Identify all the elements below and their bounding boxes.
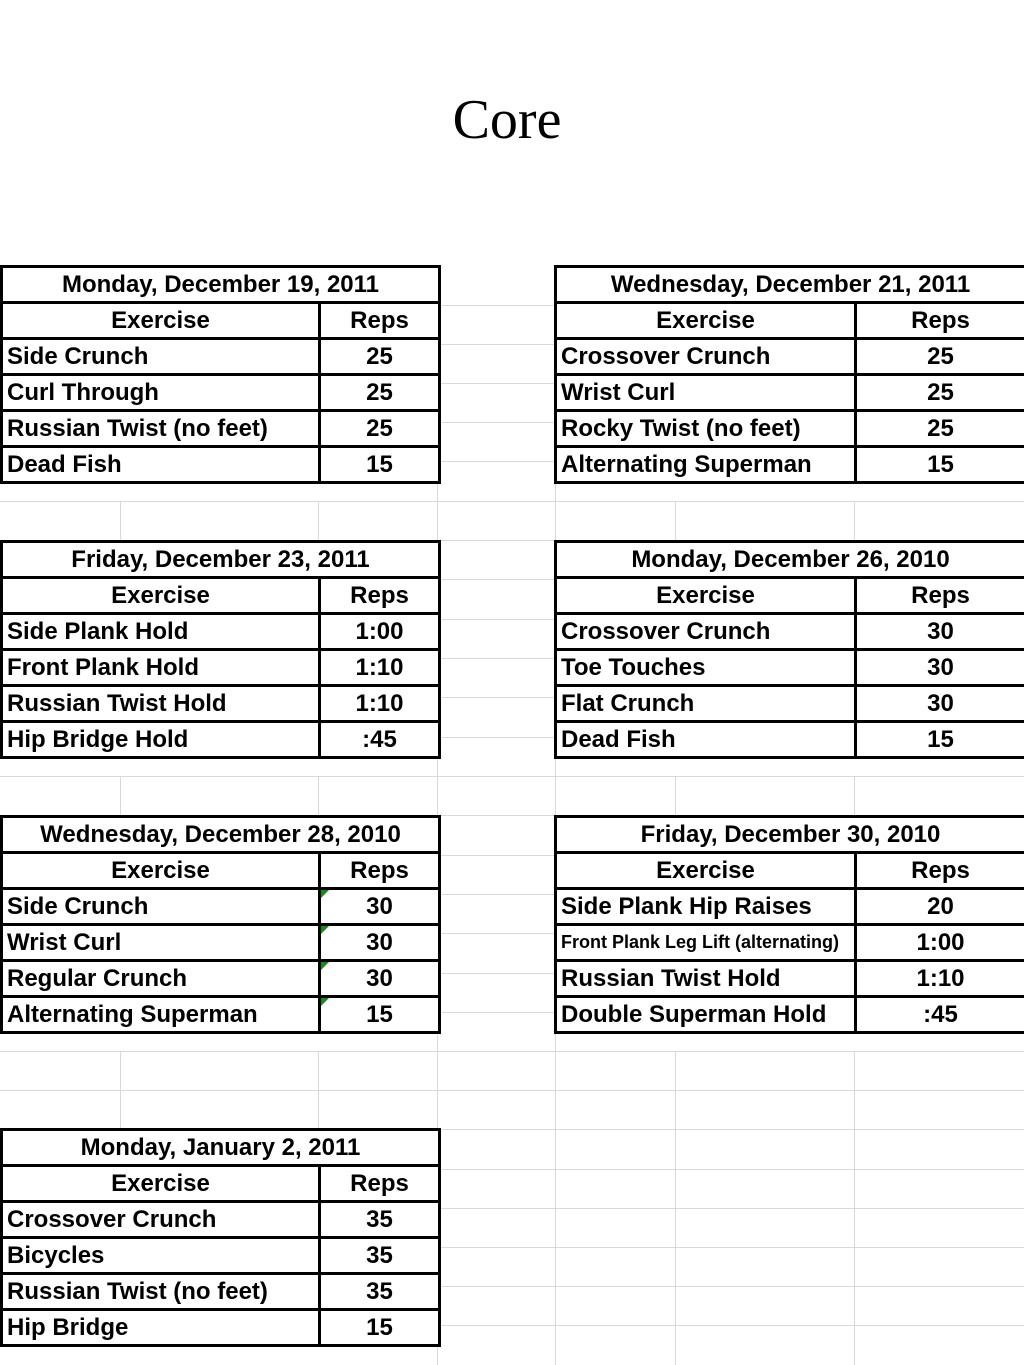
workout-table xyxy=(554,265,1024,484)
exercise-cell: Hip Bridge Hold xyxy=(2,722,320,758)
reps-cell: :45 xyxy=(320,722,440,758)
exercise-cell: Bicycles xyxy=(2,1238,320,1274)
exercise-cell: Dead Fish xyxy=(2,447,320,483)
exercise-cell: Dead Fish xyxy=(556,722,856,758)
workout-date: Monday, December 26, 2010 xyxy=(556,542,1024,578)
exercise-cell: Russian Twist (no feet) xyxy=(2,411,320,447)
exercise-cell: Hip Bridge xyxy=(2,1310,320,1346)
table-row xyxy=(2,1238,440,1274)
exercise-cell: Crossover Crunch xyxy=(556,339,856,375)
exercise-cell: Regular Crunch xyxy=(2,961,320,997)
exercise-cell: Front Plank Leg Lift (alternating) xyxy=(556,925,856,961)
reps-column-header: Reps xyxy=(320,303,440,339)
exercise-cell: Side Plank Hold xyxy=(2,614,320,650)
table-row xyxy=(2,650,440,686)
table-row xyxy=(556,650,1024,686)
reps-column-header: Reps xyxy=(856,853,1024,889)
reps-cell: 35 xyxy=(320,1238,440,1274)
workout-table xyxy=(0,265,441,484)
table-row xyxy=(556,722,1024,758)
table-row xyxy=(556,411,1024,447)
exercise-cell: Rocky Twist (no feet) xyxy=(556,411,856,447)
reps-cell: 15 xyxy=(320,1310,440,1346)
reps-cell: 30 xyxy=(856,650,1024,686)
exercise-cell: Russian Twist Hold xyxy=(556,961,856,997)
exercise-cell: Curl Through xyxy=(2,375,320,411)
exercise-cell: Flat Crunch xyxy=(556,686,856,722)
workout-date: Wednesday, December 21, 2011 xyxy=(556,267,1024,303)
table-row xyxy=(556,686,1024,722)
table-row xyxy=(2,411,440,447)
workout-date: Friday, December 23, 2011 xyxy=(2,542,440,578)
exercise-cell: Side Crunch xyxy=(2,339,320,375)
table-row xyxy=(2,997,440,1033)
reps-cell: 35 xyxy=(320,1274,440,1310)
exercise-column-header: Exercise xyxy=(2,578,320,614)
exercise-cell: Crossover Crunch xyxy=(556,614,856,650)
reps-cell: 1:00 xyxy=(320,614,440,650)
page-title: Core xyxy=(452,89,562,151)
reps-cell: 15 xyxy=(320,447,440,483)
reps-cell: 1:00 xyxy=(856,925,1024,961)
table-row xyxy=(556,375,1024,411)
table-row xyxy=(556,961,1024,997)
workout-date: Monday, January 2, 2011 xyxy=(2,1130,440,1166)
table-row xyxy=(2,722,440,758)
workout-table xyxy=(0,1128,441,1347)
table-row xyxy=(556,339,1024,375)
reps-cell: 15 xyxy=(856,722,1024,758)
reps-cell: 30 xyxy=(856,614,1024,650)
workout-date: Wednesday, December 28, 2010 xyxy=(2,817,440,853)
reps-cell: 25 xyxy=(856,411,1024,447)
table-row xyxy=(2,925,440,961)
reps-column-header: Reps xyxy=(856,303,1024,339)
exercise-cell: Alternating Superman xyxy=(556,447,856,483)
table-row xyxy=(2,889,440,925)
workout-table xyxy=(0,540,441,759)
reps-column-header: Reps xyxy=(856,578,1024,614)
workout-table xyxy=(0,815,441,1034)
table-row xyxy=(2,339,440,375)
exercise-cell: Wrist Curl xyxy=(2,925,320,961)
table-row xyxy=(2,686,440,722)
exercise-column-header: Exercise xyxy=(2,303,320,339)
reps-cell: 35 xyxy=(320,1202,440,1238)
reps-cell: 1:10 xyxy=(856,961,1024,997)
workout-date: Friday, December 30, 2010 xyxy=(556,817,1024,853)
exercise-cell: Front Plank Hold xyxy=(2,650,320,686)
table-row xyxy=(556,925,1024,961)
exercise-cell: Toe Touches xyxy=(556,650,856,686)
table-row xyxy=(556,447,1024,483)
reps-cell: 25 xyxy=(320,411,440,447)
table-row xyxy=(556,889,1024,925)
table-row xyxy=(2,1310,440,1346)
exercise-cell: Side Crunch xyxy=(2,889,320,925)
table-row xyxy=(556,997,1024,1033)
reps-cell: 30 xyxy=(320,925,440,961)
table-row xyxy=(2,961,440,997)
reps-column-header: Reps xyxy=(320,853,440,889)
exercise-column-header: Exercise xyxy=(2,1166,320,1202)
reps-cell: 30 xyxy=(856,686,1024,722)
reps-cell: 15 xyxy=(856,447,1024,483)
exercise-cell: Crossover Crunch xyxy=(2,1202,320,1238)
reps-cell: 25 xyxy=(320,375,440,411)
reps-cell: 1:10 xyxy=(320,686,440,722)
workout-table xyxy=(554,540,1024,759)
reps-cell: 15 xyxy=(320,997,440,1033)
reps-cell: 20 xyxy=(856,889,1024,925)
exercise-cell: Side Plank Hip Raises xyxy=(556,889,856,925)
exercise-cell: Wrist Curl xyxy=(556,375,856,411)
reps-column-header: Reps xyxy=(320,578,440,614)
exercise-column-header: Exercise xyxy=(556,578,856,614)
workout-table xyxy=(554,815,1024,1034)
table-row xyxy=(2,1274,440,1310)
exercise-cell: Alternating Superman xyxy=(2,997,320,1033)
workout-date: Monday, December 19, 2011 xyxy=(2,267,440,303)
exercise-cell: Russian Twist Hold xyxy=(2,686,320,722)
table-row xyxy=(2,375,440,411)
reps-cell: 30 xyxy=(320,961,440,997)
exercise-column-header: Exercise xyxy=(556,303,856,339)
reps-cell: 30 xyxy=(320,889,440,925)
exercise-cell: Russian Twist (no feet) xyxy=(2,1274,320,1310)
reps-cell: 1:10 xyxy=(320,650,440,686)
reps-cell: 25 xyxy=(320,339,440,375)
reps-column-header: Reps xyxy=(320,1166,440,1202)
exercise-cell: Double Superman Hold xyxy=(556,997,856,1033)
table-row xyxy=(2,614,440,650)
table-row xyxy=(556,614,1024,650)
exercise-column-header: Exercise xyxy=(2,853,320,889)
exercise-column-header: Exercise xyxy=(556,853,856,889)
reps-cell: :45 xyxy=(856,997,1024,1033)
table-row xyxy=(2,447,440,483)
table-row xyxy=(2,1202,440,1238)
reps-cell: 25 xyxy=(856,339,1024,375)
reps-cell: 25 xyxy=(856,375,1024,411)
